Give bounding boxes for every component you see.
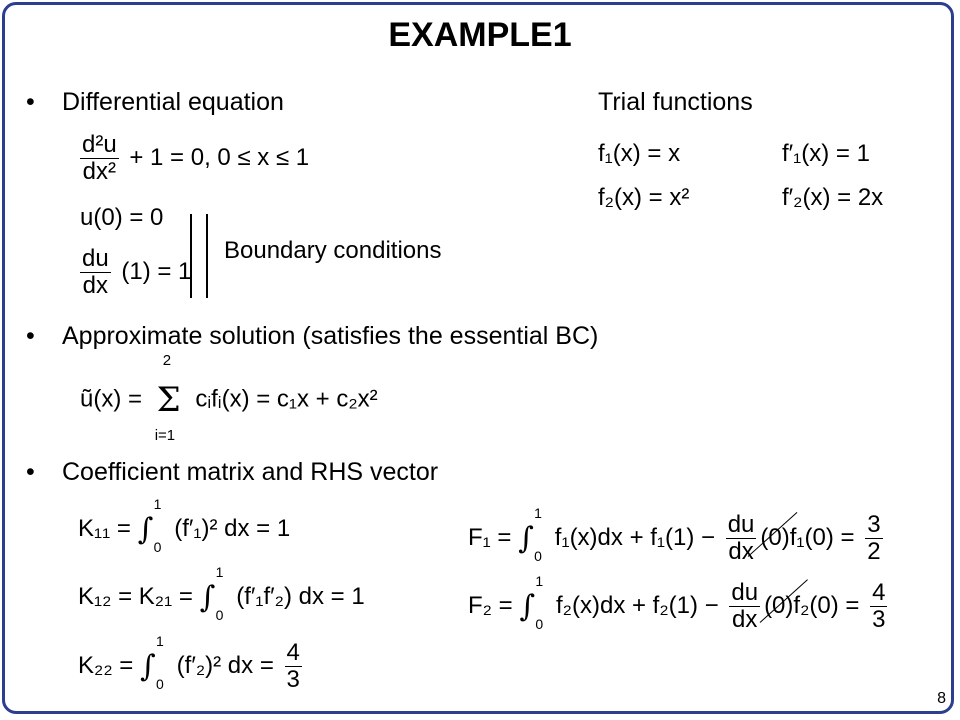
bullet-dot: •	[26, 458, 35, 486]
bc2-equation	[76, 246, 191, 300]
approx-lhs: ũ(x) =	[80, 385, 143, 413]
integral-sign: ∫ 1 0	[518, 505, 542, 565]
f2-vector-equation	[468, 573, 891, 634]
k11-lhs: K₁₁ =	[78, 514, 131, 542]
integral-sign: ∫ 1 0	[140, 633, 164, 693]
bc2-rest: (1) = 1	[121, 258, 192, 286]
k12-equation	[78, 564, 365, 623]
sum-upper: 2	[162, 352, 172, 369]
bullet-text: Coefficient matrix and RHS vector	[62, 458, 439, 486]
ode-equation	[76, 132, 309, 186]
f1v-du-dx: $\frac{du}{dx}$	[727, 511, 755, 566]
bc-label: Boundary conditions	[224, 237, 442, 264]
sum-operator: 2 Σ i=1	[154, 352, 181, 444]
bullet-approximate-solution	[26, 322, 598, 351]
f1v-lhs: F₁ =	[468, 524, 512, 552]
k12-lhs: K₁₂ = K₂₁ =	[78, 582, 193, 610]
bullet-text: Differential equation	[62, 88, 284, 116]
k22-lhs: K₂₂ =	[78, 652, 134, 680]
integral-sign: ∫ 1 0	[519, 573, 544, 633]
bc1-equation: u(0) = 0	[80, 204, 164, 231]
f2v-lhs: F₂ =	[468, 592, 513, 620]
k11-body: (f′₁)² dx = 1	[174, 514, 291, 542]
k22-fraction	[285, 640, 302, 694]
integral-sign: ∫ 1 0	[137, 496, 162, 555]
k22-denominator: 3	[286, 666, 300, 694]
trial-f1: f₁(x) = x	[598, 140, 681, 167]
bc-brace	[190, 214, 208, 298]
approx-solution-equation	[80, 352, 378, 444]
slide-title: EXAMPLE1	[388, 16, 572, 54]
f2v-numerator: 4	[872, 579, 886, 606]
f2v-fraction	[870, 580, 887, 634]
k22-equation	[78, 633, 306, 694]
trial-f2: f₂(x) = x²	[598, 184, 690, 211]
ode-fraction	[80, 132, 119, 186]
k11-equation	[78, 496, 291, 555]
sum-lower: i=1	[154, 427, 176, 444]
f2v-du-dx: $\frac{du}{dx}$	[731, 579, 759, 634]
bullet-differential-equation	[26, 88, 284, 117]
k22-body: (f′₂)² dx =	[176, 652, 274, 680]
ode-numerator: d²u	[82, 131, 117, 158]
approx-rest: cᵢfᵢ(x) = c₁x + c₂x²	[195, 385, 378, 413]
f1v-fraction	[865, 512, 882, 566]
bc2-numerator: du	[82, 245, 109, 272]
ode-rest: + 1 = 0, 0 ≤ x ≤ 1	[129, 144, 310, 172]
f1v-tail: (0)f₁(0) =	[760, 524, 855, 552]
ode-denominator: dx²	[82, 158, 117, 186]
trial-f1-prime: f′₁(x) = 1	[782, 140, 870, 167]
bc2-fraction	[80, 246, 111, 300]
bullet-dot: •	[26, 88, 35, 116]
f1v-numerator: 3	[867, 511, 881, 538]
bullet-text: Approximate solution (satisfies the essential BC)	[62, 322, 599, 350]
k12-body: (f′₁f′₂) dx = 1	[236, 582, 365, 610]
bullet-dot: •	[26, 322, 35, 350]
bullet-coefficient-matrix	[26, 458, 438, 487]
bc2-denominator: dx	[82, 272, 109, 300]
trial-f2-prime: f′₂(x) = 2x	[782, 184, 884, 211]
f1-vector-equation	[468, 505, 887, 566]
f2v-body: f₂(x)dx + f₂(1) −	[556, 592, 719, 620]
k22-numerator: 4	[286, 639, 300, 666]
integral-sign: ∫ 1 0	[199, 564, 224, 623]
page-number: 8	[937, 690, 946, 707]
f1v-denominator: 2	[867, 538, 881, 566]
f2v-tail: (0)f₂(0) =	[764, 592, 860, 620]
f2v-denominator: 3	[872, 606, 886, 634]
trial-functions-heading: Trial functions	[598, 88, 753, 116]
f1v-body: f₁(x)dx + f₁(1) −	[554, 524, 716, 552]
